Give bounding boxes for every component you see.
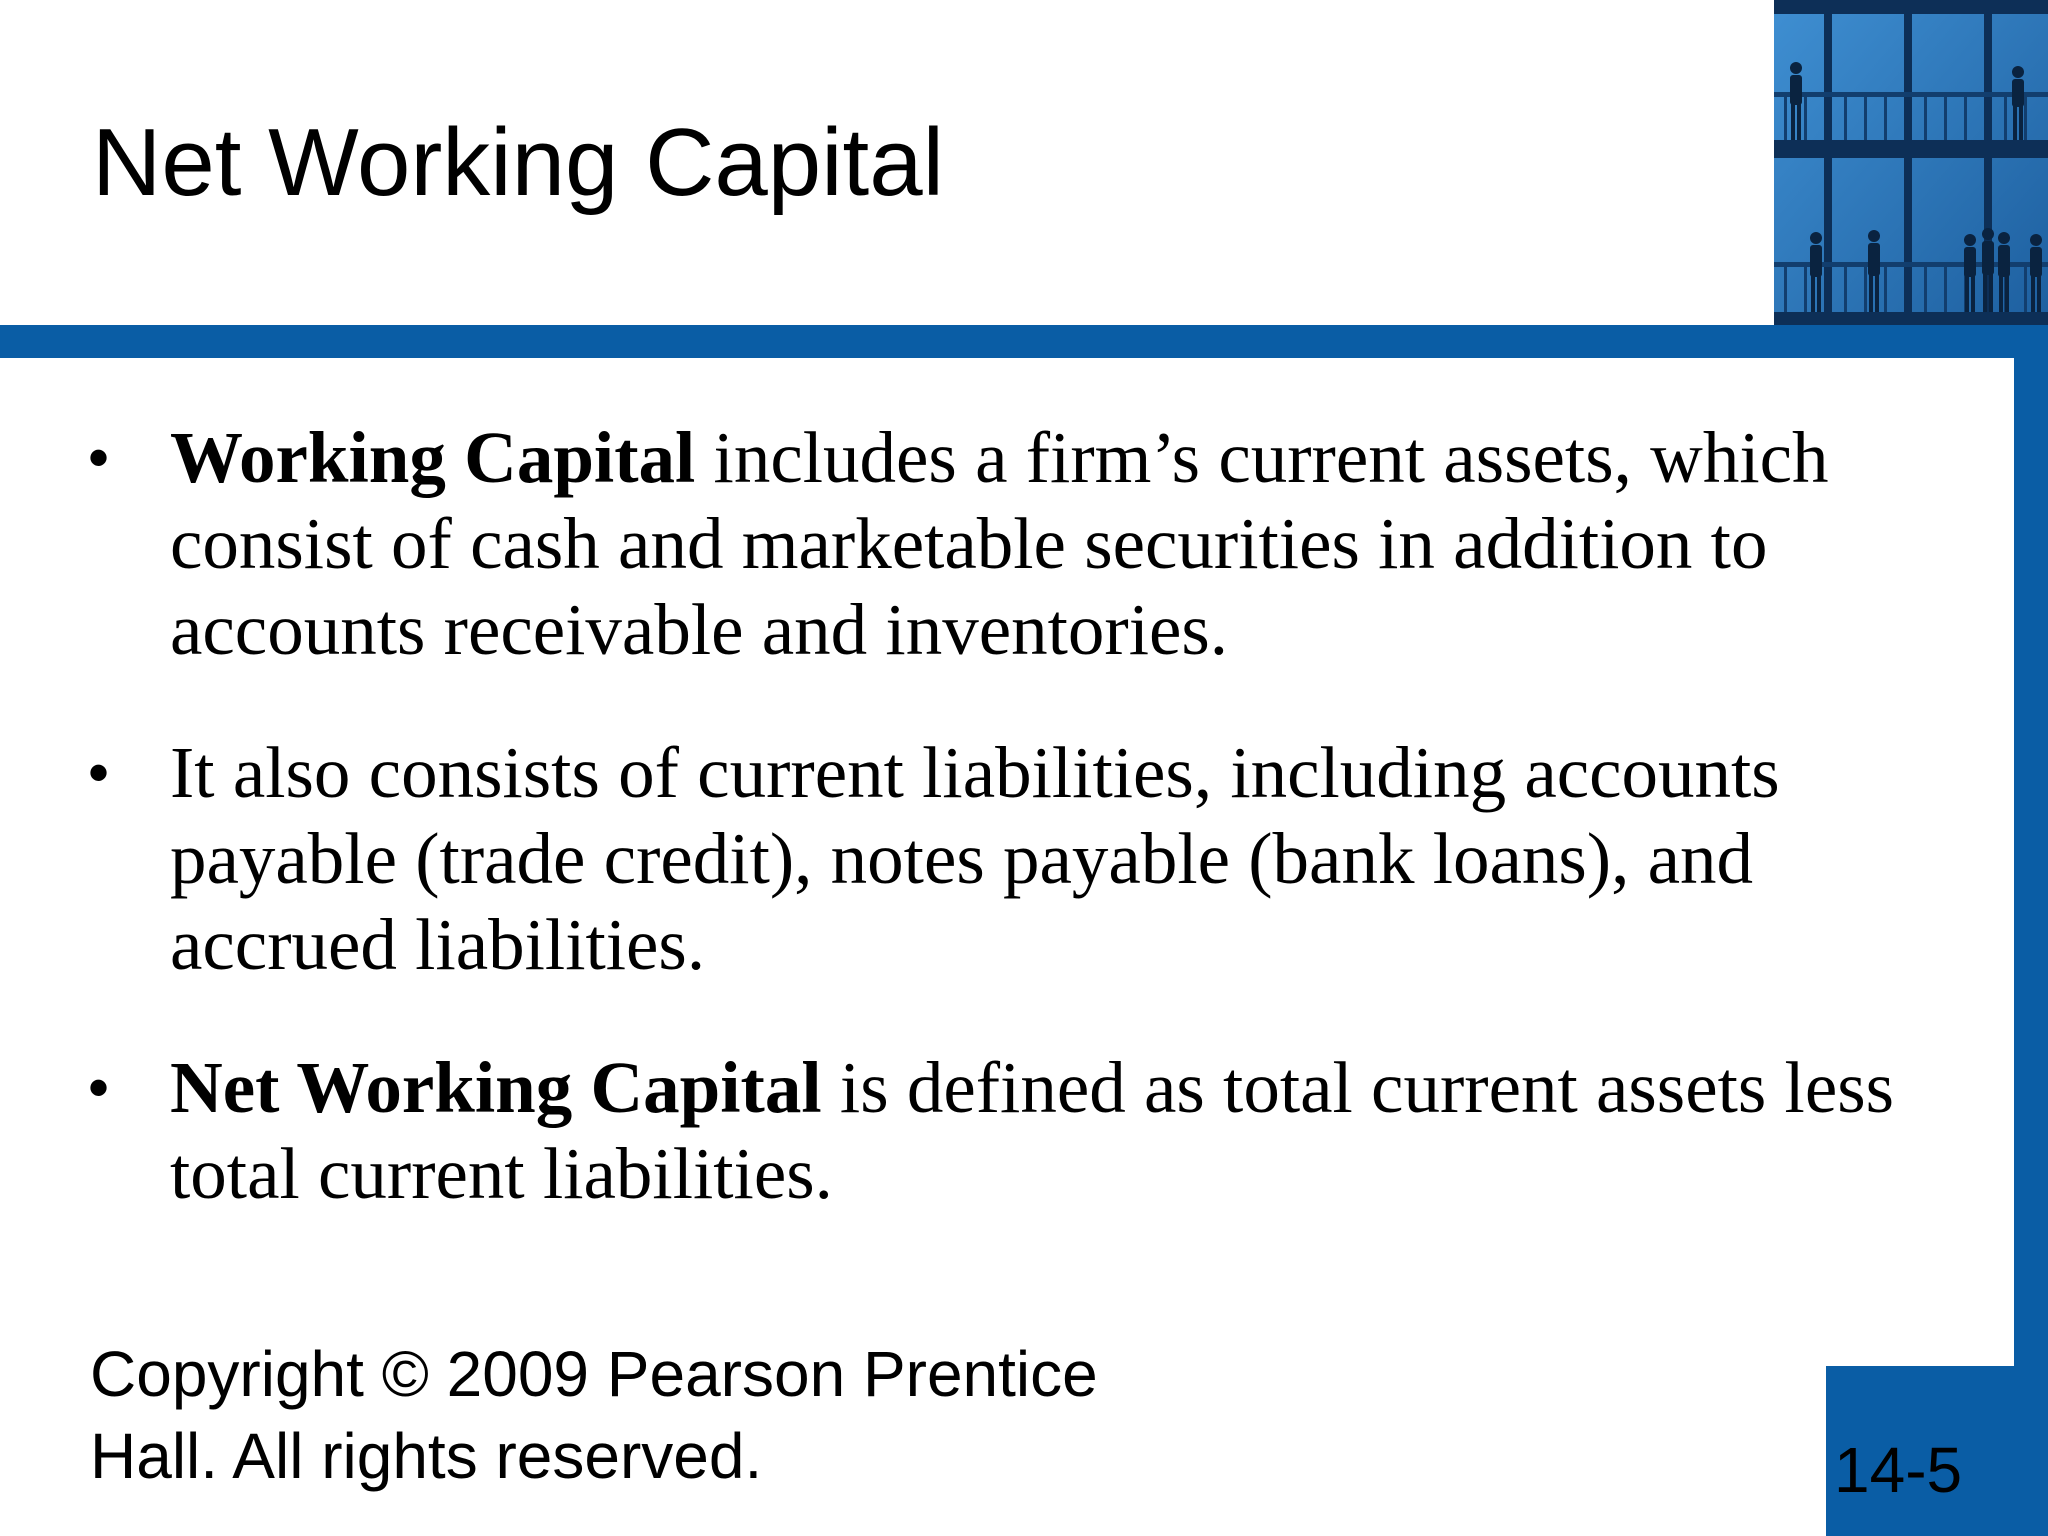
bullet-text: is defined as total current assets less total current liabilities. <box>170 1047 1895 1214</box>
bullet-list <box>88 415 1988 1274</box>
header-divider-band <box>0 325 2048 358</box>
bullet-text: includes a firm’s current assets, which consist of cash and marketable securities in addition to accounts receivable and inventories. <box>170 417 1829 670</box>
bullet-item <box>88 1045 1988 1217</box>
slide-title: Net Working Capital <box>92 109 944 216</box>
bullet-lead-term: Net Working Capital <box>170 1047 822 1128</box>
office-windows-photo-icon <box>1774 0 2048 325</box>
bullet-text: It also consists of current liabilities, including accounts payable (trade credit), notes payable (bank loans), and accrued liabilities. <box>170 732 1780 985</box>
bullet-glyph: • <box>88 424 110 491</box>
bullet-item <box>88 730 1988 988</box>
bullet-lead-term: Working Capital <box>170 417 696 498</box>
bullet-glyph: • <box>88 739 110 806</box>
bullet-item <box>88 415 1988 673</box>
copyright-notice <box>90 1333 1290 1497</box>
copyright-line-1: Copyright © 2009 Pearson Prentice <box>90 1338 1098 1410</box>
corner-photo <box>1774 0 2048 325</box>
copyright-line-2: Hall. All rights reserved. <box>90 1420 763 1492</box>
right-edge-band <box>2014 325 2048 1536</box>
bullet-glyph: • <box>88 1054 110 1121</box>
page-number: 14-5 <box>1834 1434 1963 1506</box>
